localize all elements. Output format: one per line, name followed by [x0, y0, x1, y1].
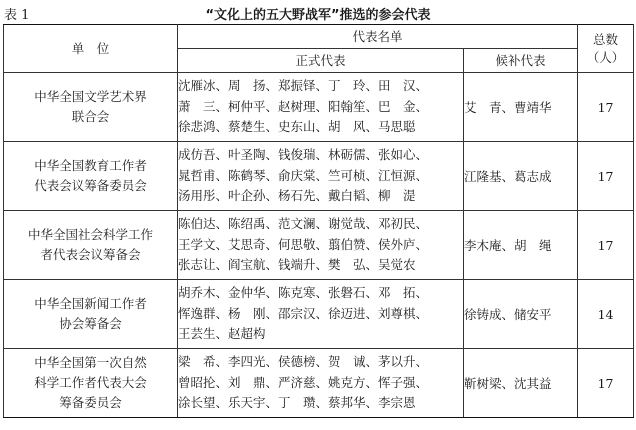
table-row [4, 73, 634, 142]
table-row [4, 211, 634, 280]
formal-delegates-cell: 成仿吾、叶圣陶、钱俊瑞、林砺儒、张如心、 晁哲甫、陈鹤琴、俞庆棠、竺可桢、江恒源、 汤用彤、叶企孙、杨石先、戴白韬、柳 湜 [178, 142, 464, 211]
header-delegates: 代表名单 [178, 25, 578, 49]
table-label: 表 1 [4, 8, 30, 23]
header-formal: 正式代表 [178, 49, 464, 73]
total-cell: 14 [578, 280, 634, 349]
table-row [4, 349, 634, 418]
alternate-delegates-cell: 靳树梁、沈其益 [464, 349, 578, 418]
unit-cell: 中华全国社会科学工作 者代表会议筹备会 [4, 211, 178, 280]
unit-cell: 中华全国第一次自然 科学工作者代表大会 筹备委员会 [4, 349, 178, 418]
formal-delegates-cell: 胡乔木、金仲华、陈克寒、张磐石、邓 拓、 恽逸群、杨 刚、邵宗汉、徐迈进、刘尊棋、 王芸生、赵超构 [178, 280, 464, 349]
alternate-delegates-cell: 艾 青、曹靖华 [464, 73, 578, 142]
total-cell: 17 [578, 73, 634, 142]
header-alternate: 候补代表 [464, 49, 578, 73]
formal-delegates-cell: 梁 希、李四光、侯德榜、贺 诚、茅以升、 曾昭抡、刘 鼎、严济慈、姚克方、恽子强、 涂长望、乐天宇、丁 瓒、蔡邦华、李宗恩 [178, 349, 464, 418]
alternate-delegates-cell: 李木庵、胡 绳 [464, 211, 578, 280]
delegates-table [3, 24, 634, 418]
alternate-delegates-cell: 江隆基、葛志成 [464, 142, 578, 211]
unit-cell: 中华全国文学艺术界 联合会 [4, 73, 178, 142]
table-row [4, 142, 634, 211]
alternate-delegates-cell: 徐铸成、储安平 [464, 280, 578, 349]
unit-cell: 中华全国教育工作者 代表会议筹备委员会 [4, 142, 178, 211]
unit-cell: 中华全国新闻工作者 协会筹备会 [4, 280, 178, 349]
table-row [4, 280, 634, 349]
formal-delegates-cell: 陈伯达、陈绍禹、范文澜、谢觉哉、邓初民、 王学文、艾思奇、何思敬、翦伯赞、侯外庐、 张志让、阎宝航、钱端升、樊 弘、吴觉农 [178, 211, 464, 280]
total-cell: 17 [578, 142, 634, 211]
table-title: “文化上的五大野战军”推选的参会代表 [205, 8, 431, 23]
header-unit: 单 位 [4, 25, 178, 73]
header-total: 总数 （人） [578, 25, 634, 73]
total-cell: 17 [578, 211, 634, 280]
total-cell: 17 [578, 349, 634, 418]
formal-delegates-cell: 沈雁冰、周 扬、郑振铎、丁 玲、田 汉、 萧 三、柯仲平、赵树理、阳翰笙、巴 金、 徐悲鸿、蔡楚生、史东山、胡 风、马思聪 [178, 73, 464, 142]
